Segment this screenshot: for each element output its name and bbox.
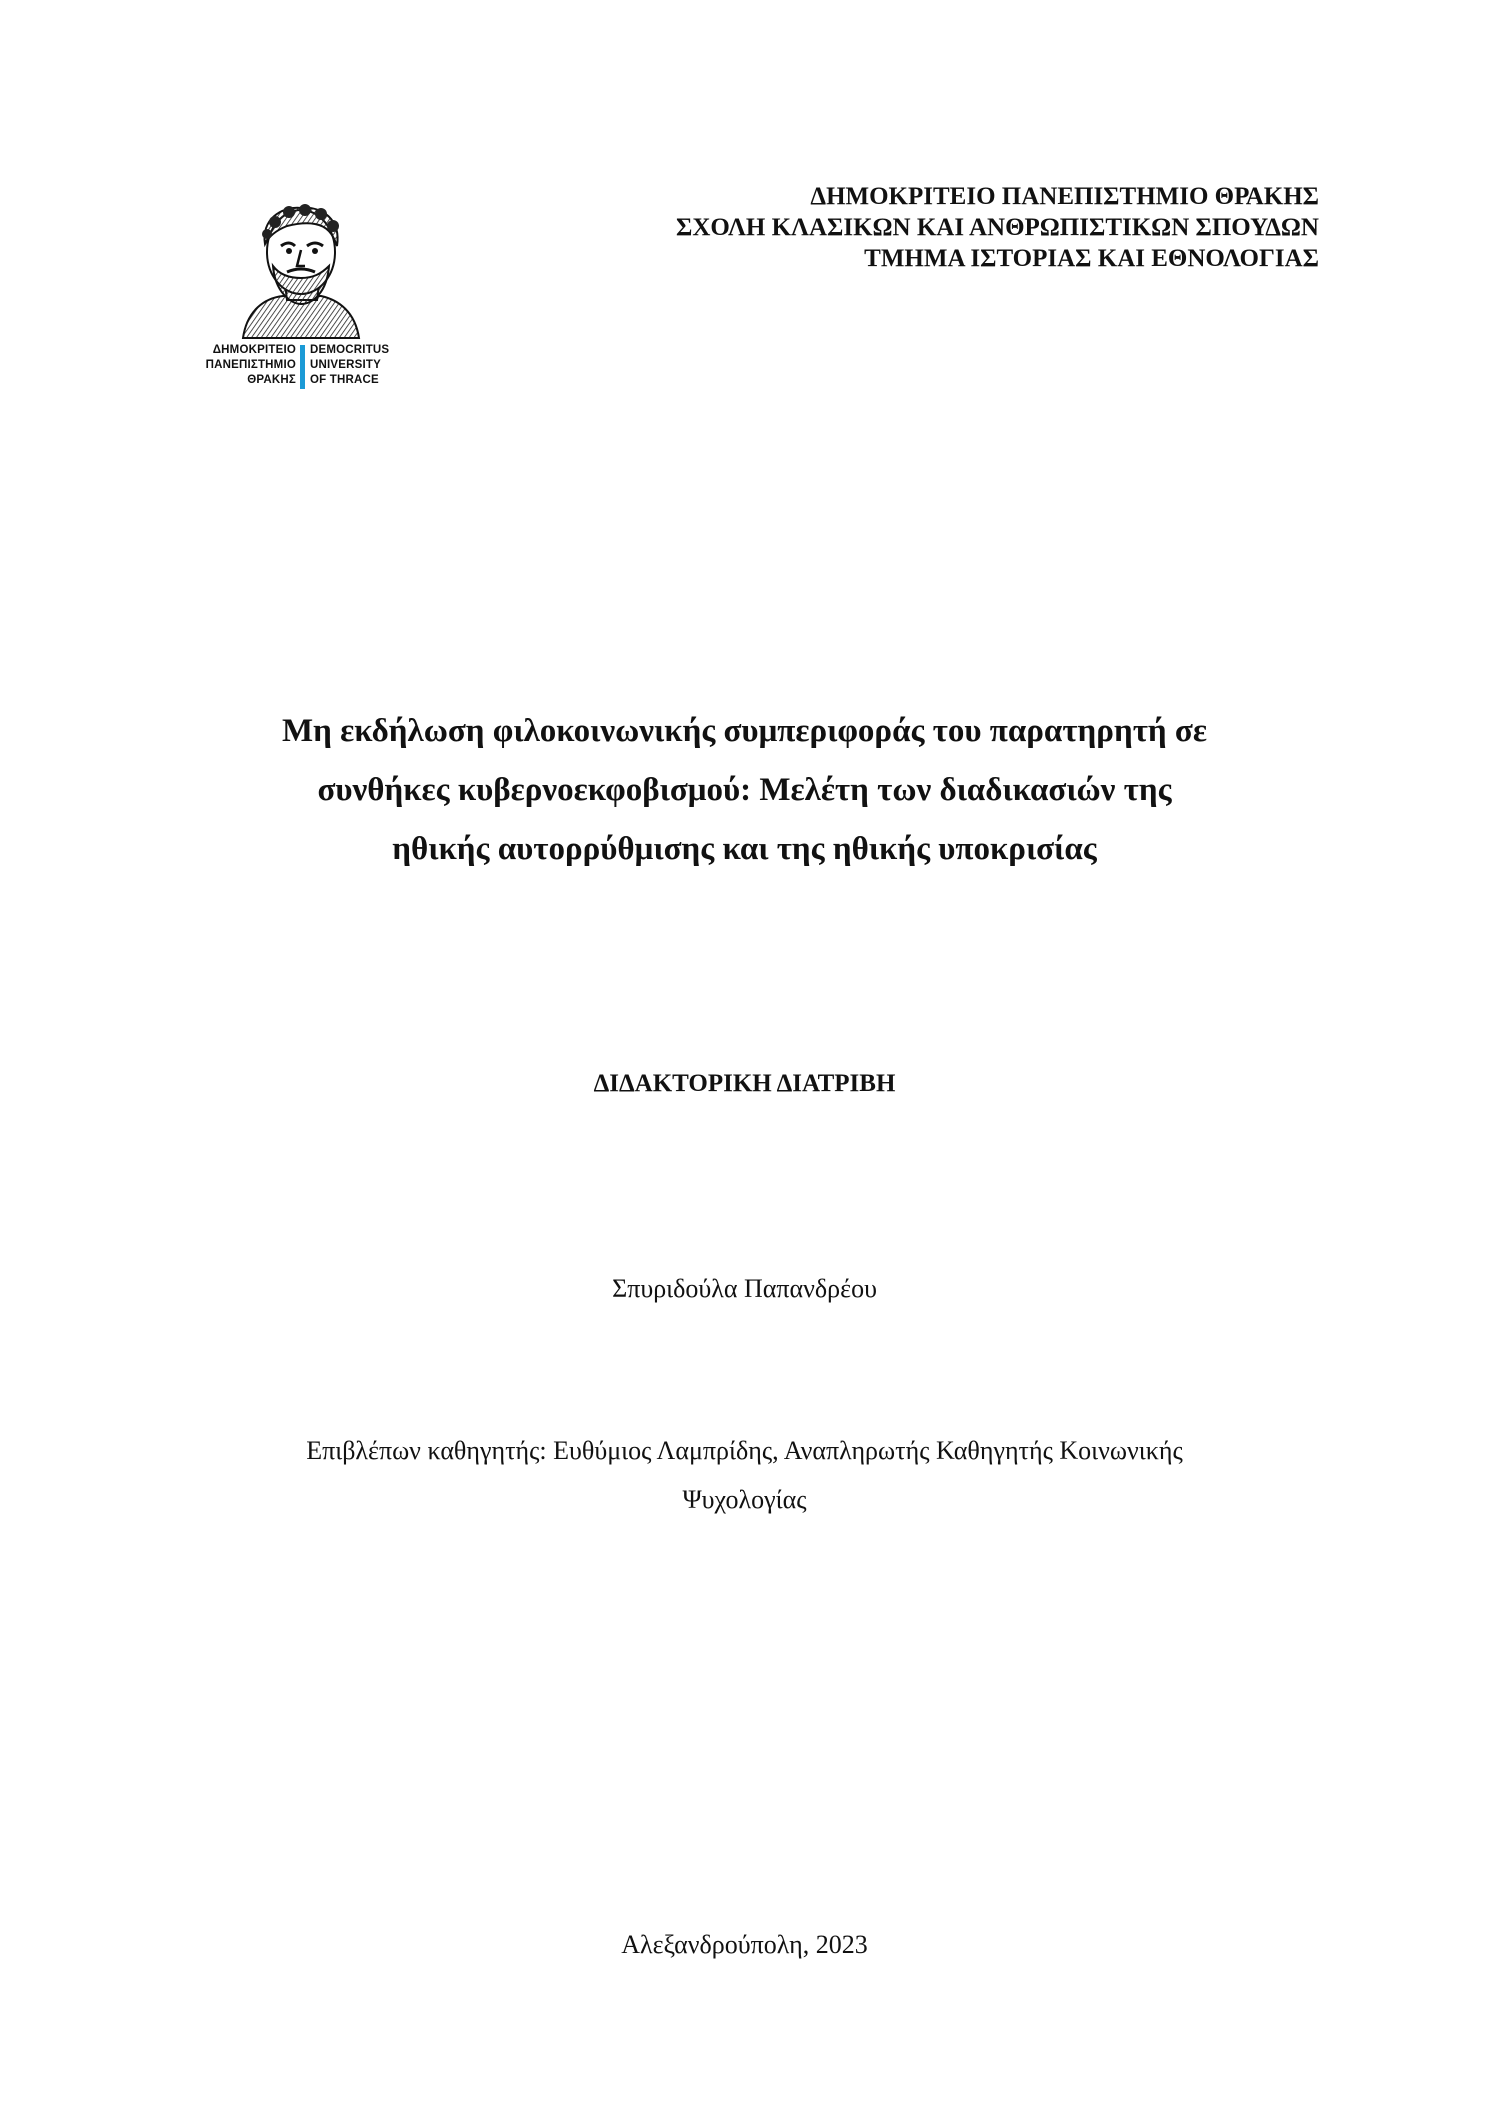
logo-english-line: UNIVERSITY — [310, 359, 382, 371]
institution-header — [676, 181, 1319, 274]
university-logo — [190, 200, 410, 390]
logo-wordmark — [190, 343, 410, 391]
logo-english-line: DEMOCRITUS — [310, 344, 390, 356]
logo-greek-line: ΘΡΑΚΗΣ — [247, 374, 296, 386]
place-and-date: Αλεξανδρούπολη, 2023 — [621, 1930, 868, 1959]
document-type: ΔΙΔΑΚΤΟΡΙΚΗ ΔΙΑΤΡΙΒΗ — [593, 1070, 896, 1097]
supervisor-line: Ψυχολογίας — [682, 1485, 807, 1514]
logo-greek-line: ΔΗΜΟΚΡΙΤΕΙΟ — [212, 344, 296, 356]
supervisor-line: Επιβλέπων καθηγητής: Ευθύμιος Λαμπρίδης, Αναπληρωτής Καθηγητής Κοινωνικής — [306, 1436, 1183, 1465]
logo-greek-line: ΠΑΝΕΠΙΣΤΗΜΙΟ — [205, 359, 296, 371]
thesis-title-line: συνθήκες κυβερνοεκφοβισμού: Μελέτη των διαδικασιών της — [317, 772, 1172, 808]
logo-name-english — [310, 343, 389, 388]
logo-divider-bar — [300, 345, 305, 389]
university-name: ΔΗΜΟΚΡΙΤΕΙΟ ΠΑΝΕΠΙΣΤΗΜΙΟ ΘΡΑΚΗΣ — [810, 183, 1319, 210]
democritus-bust-icon — [235, 200, 365, 340]
author-name: Σπυριδούλα Παπανδρέου — [612, 1274, 877, 1303]
logo-name-greek — [206, 343, 296, 388]
thesis-title-line: ηθικής αυτορρύθμισης και της ηθικής υποκρισίας — [392, 831, 1097, 867]
thesis-title — [150, 702, 1339, 879]
supervisor-info — [160, 1426, 1329, 1524]
thesis-title-line: Μη εκδήλωση φιλοκοινωνικής συμπεριφοράς του παρατηρητή σε — [282, 713, 1207, 749]
school-name: ΣΧΟΛΗ ΚΛΑΣΙΚΩΝ ΚΑΙ ΑΝΘΡΩΠΙΣΤΙΚΩΝ ΣΠΟΥΔΩΝ — [675, 214, 1319, 241]
department-name: ΤΜΗΜΑ ΙΣΤΟΡΙΑΣ ΚΑΙ ΕΘΝΟΛΟΓΙΑΣ — [864, 245, 1319, 272]
logo-english-line: OF THRACE — [310, 374, 379, 386]
